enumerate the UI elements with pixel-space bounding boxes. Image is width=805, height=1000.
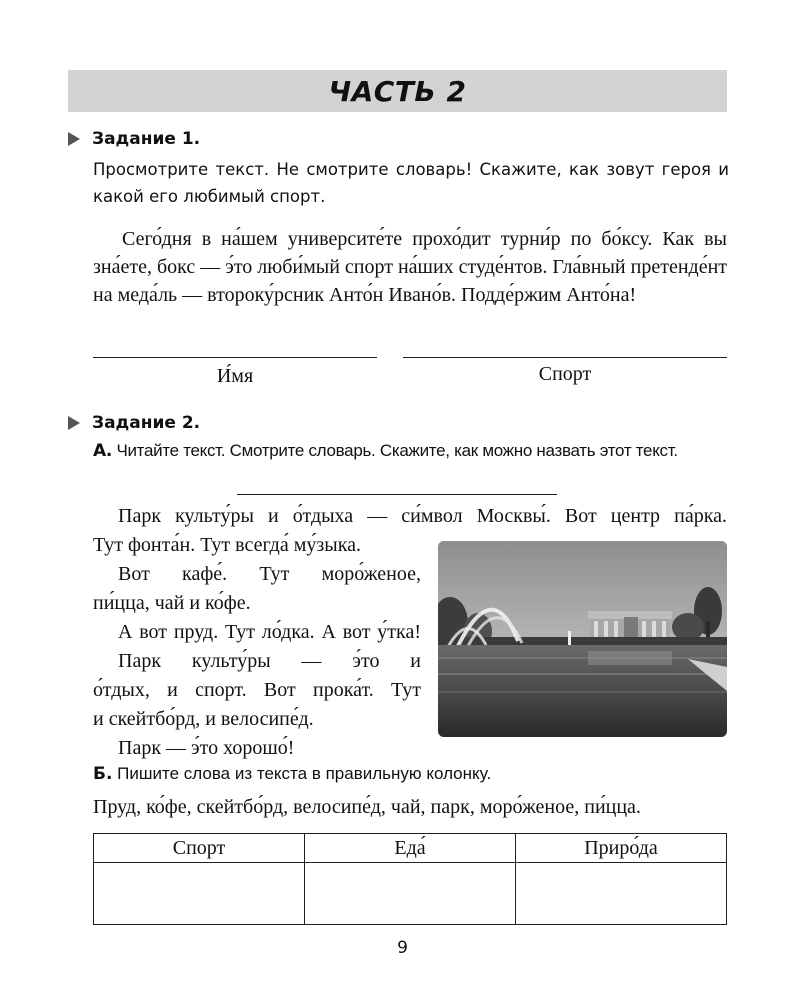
column-header-nature: Приро́да	[516, 834, 727, 863]
name-answer-line[interactable]	[93, 357, 377, 358]
part-a-letter: А.	[93, 441, 113, 461]
task1-instruction: Просмотрите текст. Не смотрите словарь! Скажите, как зовут героя и какой его любимый спорт.	[93, 160, 729, 206]
part-b-letter: Б.	[93, 764, 113, 784]
park-line: А вот пруд. Тут ло́дка. А вот у́тка!	[118, 621, 421, 643]
part-b-instruction: Пишите слова из текста в правильную колонку.	[117, 764, 492, 783]
task2-label: Задание 2.	[92, 413, 201, 433]
park-line: Парк культу́ры — э́то и	[118, 650, 421, 672]
park-line: и скейтбо́рд, и велосипе́д.	[93, 708, 314, 730]
park-line: Парк культу́ры и о́тдыха — си́мвол Москвы́. Вот центр па́рка.	[118, 505, 727, 527]
park-line: пи́цца, чай и ко́фе.	[93, 592, 251, 614]
sorting-table	[93, 833, 727, 925]
park-line: Тут фонта́н. Тут всегда́ му́зыка.	[93, 534, 362, 556]
word-list: Пруд, ко́фе, скейтбо́рд, велосипе́д, чай, парк, моро́женое, пи́цца.	[93, 796, 641, 818]
park-line: о́тдых, и спорт. Вот прока́т. Тут	[93, 679, 421, 701]
park-line: Парк — э́то хорошо́!	[118, 737, 295, 759]
fountain-image	[438, 541, 727, 737]
sport-caption: Спорт	[538, 363, 592, 385]
bullet-triangle-icon	[68, 416, 80, 430]
column-header-sport: Спорт	[94, 834, 305, 863]
sport-answer-line[interactable]	[403, 357, 727, 358]
bullet-triangle-icon	[68, 132, 80, 146]
answer-cell-nature[interactable]	[516, 863, 727, 925]
title-answer-line[interactable]	[237, 494, 557, 495]
park-line: Вот кафе́. Тут моро́женое,	[118, 563, 421, 585]
task1-text: Сего́дня в на́шем университе́те прохо́дит турни́р по бо́ксу. Как вы зна́ете, бокс — э́то люби́мый спорт на́ших студе́нтов. Гла́вный претенде́нт на меда́ль — второку́рсник Анто́н Ивано́в. Подде́ржим Анто́на!	[93, 228, 728, 306]
task2-part-b	[93, 764, 491, 784]
task1-heading	[68, 129, 200, 149]
page-number: 9	[397, 938, 408, 958]
task1-label: Задание 1.	[92, 129, 201, 149]
part-a-instruction: Читайте текст. Смотрите словарь. Скажите, как можно назвать этот текст.	[116, 441, 678, 460]
name-caption: И́мя	[216, 365, 254, 387]
part-banner	[68, 70, 727, 112]
park-photo	[438, 541, 727, 737]
task2-part-a	[93, 441, 678, 461]
answer-cell-sport[interactable]	[94, 863, 305, 925]
task2-heading	[68, 413, 200, 433]
answer-cell-food[interactable]	[305, 863, 516, 925]
part-title: ЧАСТЬ 2	[328, 74, 467, 108]
column-header-food: Еда́	[305, 834, 516, 863]
